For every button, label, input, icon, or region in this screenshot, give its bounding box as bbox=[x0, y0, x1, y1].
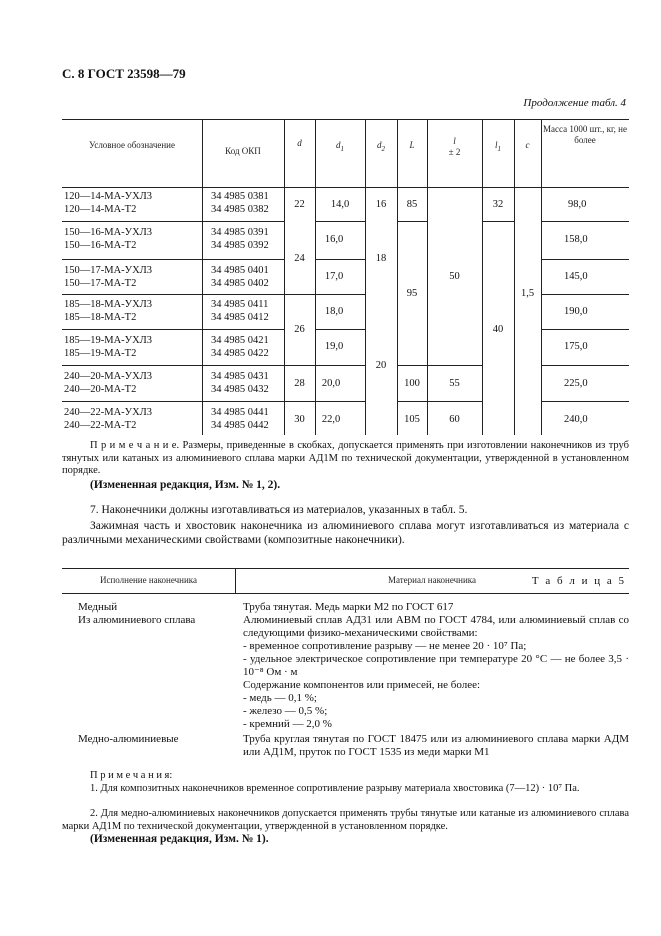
version-copper-aluminium: Медно-алюминиевые bbox=[78, 733, 179, 745]
table-row: 240—20-МА-УХЛ3 240—20-МА-Т2 bbox=[64, 371, 153, 395]
L-value: 95 bbox=[406, 288, 418, 299]
col-header-mass: Масса 1000 шт., кг, не более bbox=[543, 124, 627, 145]
col-header-l1: $l_1$ bbox=[494, 140, 501, 153]
d-value: 28 bbox=[294, 378, 305, 389]
okp-code: 34 4985 0411 34 4985 0412 bbox=[211, 299, 269, 323]
okp-code: 34 4985 0431 34 4985 0432 bbox=[211, 371, 269, 395]
l1-value: 32 bbox=[492, 199, 504, 210]
table-row: 185—19-МА-УХЛ3 185—19-МА-Т2 bbox=[64, 335, 153, 359]
mass-value: 145,0 bbox=[564, 271, 588, 282]
d1-value: 20,0 bbox=[321, 378, 341, 389]
d2-value: 18 bbox=[375, 253, 387, 264]
col-header-c: c bbox=[525, 140, 530, 150]
material-copper: Труба тянутая. Медь марки М2 по ГОСТ 617 bbox=[243, 601, 454, 613]
table-row: 185—18-МА-УХЛ3 185—18-МА-Т2 bbox=[64, 299, 153, 323]
d1-value: 16,0 bbox=[324, 234, 344, 245]
mass-value: 225,0 bbox=[564, 378, 588, 389]
col-header-version: Исполнение наконечника bbox=[99, 575, 198, 585]
d-value: 22 bbox=[294, 199, 305, 210]
l-value: 55 bbox=[449, 378, 460, 389]
table-5-caption: Т а б л и ц а 5 bbox=[531, 575, 626, 587]
col-header-L: L bbox=[409, 140, 415, 150]
d-value: 26 bbox=[294, 324, 305, 335]
material-aluminium: Алюминиевый сплав АД31 или АВМ по ГОСТ 4784, или алюминиевый сплав со следующими физико-механическими свойствами: - временное сопротивление разрыву — не менее 20 · 10⁷ Па; - удельное электрическое сопротивление при температуре 20 °С — не более 3,5 · 10⁻⁸ Ом · м Содержание компонентов или примесей, не более: - медь — 0,1 %; - железо — 0,5 %; - кремний — 2,0 % bbox=[243, 614, 629, 730]
d1-value: 19,0 bbox=[324, 341, 344, 352]
mass-value: 98,0 bbox=[568, 199, 587, 210]
table-continuation-caption: Продолжение табл. 4 bbox=[523, 97, 626, 109]
L-value: 105 bbox=[404, 414, 420, 425]
col-header-material: Материал наконечника bbox=[387, 575, 477, 585]
table-row: 120—14-МА-УХЛ3 120—14-МА-Т2 bbox=[64, 191, 153, 215]
col-header-designation: Условное обозначение bbox=[89, 140, 175, 150]
okp-code: 34 4985 0391 34 4985 0392 bbox=[211, 227, 269, 251]
table-row: 150—16-МА-УХЛ3 150—16-МА-Т2 bbox=[64, 227, 153, 251]
col-header-d2: $d_2$ bbox=[377, 140, 385, 153]
L-value: 85 bbox=[406, 199, 418, 210]
mass-value: 158,0 bbox=[564, 234, 588, 245]
paragraph-7-composite: Зажимная часть и хвостовик наконечника из алюминиевого сплава могут изготавливаться из материала с различными механическими свойствами (композитные наконечники). bbox=[62, 520, 629, 546]
l-value: 60 bbox=[449, 414, 460, 425]
l1-value: 40 bbox=[492, 324, 504, 335]
d2-value: 20 bbox=[375, 360, 387, 371]
version-copper: Медный bbox=[78, 601, 118, 613]
col-header-okp: Код ОКП bbox=[225, 146, 261, 156]
col-header-d: d bbox=[297, 138, 302, 148]
okp-code: 34 4985 0381 34 4985 0382 bbox=[211, 191, 269, 215]
mass-value: 240,0 bbox=[564, 414, 588, 425]
col-header-d1: $d_1$ bbox=[336, 140, 344, 153]
page-title: С. 8 ГОСТ 23598—79 bbox=[62, 66, 186, 81]
l-value: 50 bbox=[449, 271, 460, 282]
mass-value: 175,0 bbox=[564, 341, 588, 352]
c-value: 1,5 bbox=[520, 288, 535, 299]
material-copper-aluminium: Труба круглая тянутая по ГОСТ 18475 или из алюминиевого сплава марки АДМ или АД1М, пруток по ГОСТ 1535 из меди марки М1 bbox=[243, 733, 629, 758]
table-row: 240—22-МА-УХЛ3 240—22-МА-Т2 bbox=[64, 407, 153, 431]
okp-code: 34 4985 0401 34 4985 0402 bbox=[211, 265, 269, 289]
edition-note-2: (Измененная редакция, Изм. № 1). bbox=[90, 833, 269, 845]
okp-code: 34 4985 0441 34 4985 0442 bbox=[211, 407, 269, 431]
okp-code: 34 4985 0421 34 4985 0422 bbox=[211, 335, 269, 359]
version-aluminium: Из алюминиевого сплава bbox=[78, 614, 196, 626]
note-composite: 1. Для композитных наконечников временное сопротивление разрыву материала хвостовика (7—12) · 10⁷ Па. bbox=[90, 783, 580, 794]
note-copper-aluminium: 2. Для медно-алюминиевых наконечников допускается применять трубы тянутые или катаные из алюминиевого сплава марки АД1М по технической документации, утвержденной в установленном порядке. bbox=[62, 808, 629, 832]
edition-note: (Измененная редакция, Изм. № 1, 2). bbox=[90, 479, 281, 491]
d1-value: 17,0 bbox=[324, 271, 344, 282]
L-value: 100 bbox=[404, 378, 420, 389]
table-row: 150—17-МА-УХЛ3 150—17-МА-Т2 bbox=[64, 265, 153, 289]
d2-value: 16 bbox=[375, 199, 387, 210]
d1-value: 22,0 bbox=[321, 414, 341, 425]
d-value: 24 bbox=[294, 253, 305, 264]
table-4-note: П р и м е ч а н и е. Размеры, приведенные в скобках, допускается применять при изготовлении наконечников из труб тянутых или катаных из алюминиевого сплава марки АД1М по технической документации, утвержденной в установленном порядке. bbox=[62, 440, 629, 476]
d1-value: 18,0 bbox=[324, 306, 344, 317]
d1-value: 14,0 bbox=[330, 199, 350, 210]
col-header-l: l ± 2 bbox=[448, 136, 461, 157]
mass-value: 190,0 bbox=[564, 306, 588, 317]
d-value: 30 bbox=[294, 414, 305, 425]
paragraph-7: 7. Наконечники должны изготавливаться из материалов, указанных в табл. 5. bbox=[90, 504, 468, 516]
notes-label: П р и м е ч а н и я: bbox=[90, 770, 173, 781]
